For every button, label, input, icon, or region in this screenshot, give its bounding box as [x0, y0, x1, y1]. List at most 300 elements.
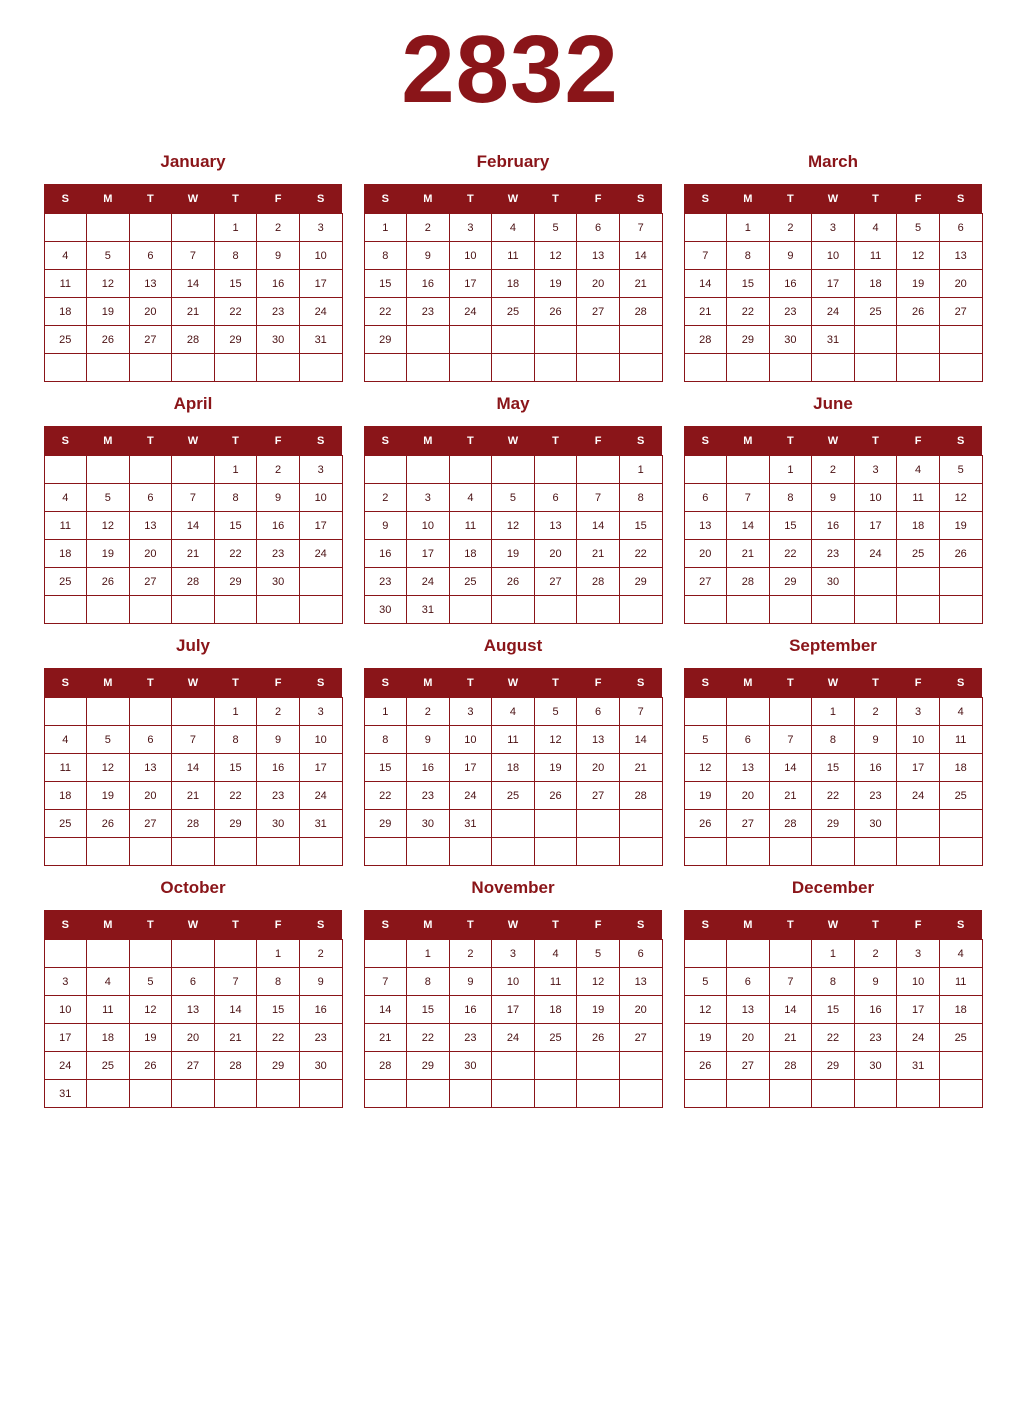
day-cell[interactable]: 24: [897, 1024, 940, 1052]
day-cell[interactable]: 31: [299, 810, 342, 838]
day-cell[interactable]: 21: [619, 270, 662, 298]
day-cell[interactable]: 17: [897, 996, 940, 1024]
day-cell[interactable]: 12: [87, 754, 130, 782]
day-cell[interactable]: 8: [812, 968, 855, 996]
day-cell[interactable]: 8: [257, 968, 300, 996]
day-cell[interactable]: 2: [257, 214, 300, 242]
day-cell[interactable]: 22: [812, 1024, 855, 1052]
day-cell[interactable]: 6: [172, 968, 215, 996]
day-cell[interactable]: 19: [534, 270, 577, 298]
day-cell[interactable]: 9: [854, 968, 897, 996]
day-cell[interactable]: 2: [854, 698, 897, 726]
day-cell[interactable]: 25: [897, 540, 940, 568]
day-cell[interactable]: 28: [619, 298, 662, 326]
day-cell[interactable]: 11: [44, 512, 87, 540]
day-cell[interactable]: 18: [534, 996, 577, 1024]
day-cell[interactable]: 11: [449, 512, 492, 540]
day-cell[interactable]: 27: [129, 568, 172, 596]
day-cell[interactable]: 8: [214, 242, 257, 270]
day-cell[interactable]: 24: [449, 782, 492, 810]
day-cell[interactable]: 20: [727, 782, 770, 810]
day-cell[interactable]: 30: [257, 326, 300, 354]
day-cell[interactable]: 25: [534, 1024, 577, 1052]
day-cell[interactable]: 18: [492, 754, 535, 782]
day-cell[interactable]: 14: [172, 270, 215, 298]
day-cell[interactable]: 27: [172, 1052, 215, 1080]
day-cell[interactable]: 31: [44, 1080, 87, 1108]
day-cell[interactable]: 21: [172, 298, 215, 326]
day-cell[interactable]: 11: [939, 968, 982, 996]
day-cell[interactable]: 1: [619, 456, 662, 484]
day-cell[interactable]: 13: [939, 242, 982, 270]
day-cell[interactable]: 8: [214, 484, 257, 512]
day-cell[interactable]: 24: [854, 540, 897, 568]
day-cell[interactable]: 5: [684, 968, 727, 996]
day-cell[interactable]: 6: [129, 726, 172, 754]
day-cell[interactable]: 6: [684, 484, 727, 512]
day-cell[interactable]: 2: [364, 484, 407, 512]
day-cell[interactable]: 17: [492, 996, 535, 1024]
day-cell[interactable]: 17: [299, 512, 342, 540]
day-cell[interactable]: 31: [897, 1052, 940, 1080]
day-cell[interactable]: 12: [939, 484, 982, 512]
day-cell[interactable]: 12: [577, 968, 620, 996]
day-cell[interactable]: 31: [299, 326, 342, 354]
day-cell[interactable]: 15: [727, 270, 770, 298]
day-cell[interactable]: 5: [87, 726, 130, 754]
day-cell[interactable]: 19: [684, 1024, 727, 1052]
day-cell[interactable]: 9: [449, 968, 492, 996]
day-cell[interactable]: 30: [407, 810, 450, 838]
day-cell[interactable]: 12: [534, 242, 577, 270]
day-cell[interactable]: 27: [939, 298, 982, 326]
day-cell[interactable]: 2: [407, 698, 450, 726]
day-cell[interactable]: 16: [812, 512, 855, 540]
day-cell[interactable]: 10: [299, 242, 342, 270]
day-cell[interactable]: 11: [534, 968, 577, 996]
day-cell[interactable]: 27: [684, 568, 727, 596]
day-cell[interactable]: 15: [214, 512, 257, 540]
day-cell[interactable]: 20: [172, 1024, 215, 1052]
day-cell[interactable]: 25: [449, 568, 492, 596]
day-cell[interactable]: 18: [44, 782, 87, 810]
day-cell[interactable]: 24: [44, 1052, 87, 1080]
day-cell[interactable]: 4: [492, 698, 535, 726]
day-cell[interactable]: 1: [727, 214, 770, 242]
day-cell[interactable]: 4: [854, 214, 897, 242]
day-cell[interactable]: 4: [44, 242, 87, 270]
day-cell[interactable]: 11: [939, 726, 982, 754]
day-cell[interactable]: 22: [619, 540, 662, 568]
day-cell[interactable]: 2: [299, 940, 342, 968]
day-cell[interactable]: 22: [214, 782, 257, 810]
day-cell[interactable]: 9: [407, 726, 450, 754]
day-cell[interactable]: 23: [299, 1024, 342, 1052]
day-cell[interactable]: 1: [364, 214, 407, 242]
day-cell[interactable]: 26: [129, 1052, 172, 1080]
day-cell[interactable]: 14: [769, 996, 812, 1024]
day-cell[interactable]: 21: [769, 1024, 812, 1052]
day-cell[interactable]: 29: [407, 1052, 450, 1080]
day-cell[interactable]: 7: [172, 484, 215, 512]
day-cell[interactable]: 19: [897, 270, 940, 298]
day-cell[interactable]: 29: [257, 1052, 300, 1080]
day-cell[interactable]: 2: [257, 456, 300, 484]
day-cell[interactable]: 3: [812, 214, 855, 242]
day-cell[interactable]: 14: [619, 242, 662, 270]
day-cell[interactable]: 8: [769, 484, 812, 512]
day-cell[interactable]: 31: [407, 596, 450, 624]
day-cell[interactable]: 27: [129, 810, 172, 838]
day-cell[interactable]: 3: [299, 456, 342, 484]
day-cell[interactable]: 15: [364, 270, 407, 298]
day-cell[interactable]: 25: [44, 326, 87, 354]
day-cell[interactable]: 18: [492, 270, 535, 298]
day-cell[interactable]: 6: [727, 726, 770, 754]
day-cell[interactable]: 22: [812, 782, 855, 810]
day-cell[interactable]: 8: [812, 726, 855, 754]
day-cell[interactable]: 19: [87, 782, 130, 810]
day-cell[interactable]: 3: [897, 698, 940, 726]
day-cell[interactable]: 20: [939, 270, 982, 298]
day-cell[interactable]: 5: [492, 484, 535, 512]
day-cell[interactable]: 2: [854, 940, 897, 968]
day-cell[interactable]: 7: [619, 214, 662, 242]
day-cell[interactable]: 24: [897, 782, 940, 810]
day-cell[interactable]: 16: [257, 270, 300, 298]
day-cell[interactable]: 6: [577, 214, 620, 242]
day-cell[interactable]: 2: [769, 214, 812, 242]
day-cell[interactable]: 20: [619, 996, 662, 1024]
day-cell[interactable]: 1: [257, 940, 300, 968]
day-cell[interactable]: 3: [897, 940, 940, 968]
day-cell[interactable]: 13: [129, 754, 172, 782]
day-cell[interactable]: 29: [214, 810, 257, 838]
day-cell[interactable]: 1: [214, 698, 257, 726]
day-cell[interactable]: 13: [684, 512, 727, 540]
day-cell[interactable]: 7: [769, 726, 812, 754]
day-cell[interactable]: 11: [492, 242, 535, 270]
day-cell[interactable]: 18: [939, 996, 982, 1024]
day-cell[interactable]: 15: [619, 512, 662, 540]
day-cell[interactable]: 26: [87, 568, 130, 596]
day-cell[interactable]: 28: [769, 810, 812, 838]
day-cell[interactable]: 5: [87, 242, 130, 270]
day-cell[interactable]: 12: [897, 242, 940, 270]
day-cell[interactable]: 11: [87, 996, 130, 1024]
day-cell[interactable]: 15: [769, 512, 812, 540]
day-cell[interactable]: 21: [684, 298, 727, 326]
day-cell[interactable]: 25: [492, 782, 535, 810]
day-cell[interactable]: 19: [87, 540, 130, 568]
day-cell[interactable]: 28: [214, 1052, 257, 1080]
day-cell[interactable]: 26: [577, 1024, 620, 1052]
day-cell[interactable]: 3: [407, 484, 450, 512]
day-cell[interactable]: 10: [449, 726, 492, 754]
day-cell[interactable]: 15: [407, 996, 450, 1024]
day-cell[interactable]: 30: [364, 596, 407, 624]
day-cell[interactable]: 28: [684, 326, 727, 354]
day-cell[interactable]: 21: [619, 754, 662, 782]
day-cell[interactable]: 16: [449, 996, 492, 1024]
day-cell[interactable]: 10: [897, 726, 940, 754]
day-cell[interactable]: 24: [299, 540, 342, 568]
day-cell[interactable]: 1: [407, 940, 450, 968]
day-cell[interactable]: 22: [727, 298, 770, 326]
day-cell[interactable]: 10: [299, 484, 342, 512]
day-cell[interactable]: 5: [129, 968, 172, 996]
day-cell[interactable]: 12: [492, 512, 535, 540]
day-cell[interactable]: 28: [619, 782, 662, 810]
day-cell[interactable]: 6: [577, 698, 620, 726]
day-cell[interactable]: 6: [534, 484, 577, 512]
day-cell[interactable]: 26: [87, 326, 130, 354]
day-cell[interactable]: 7: [684, 242, 727, 270]
day-cell[interactable]: 15: [214, 754, 257, 782]
day-cell[interactable]: 16: [407, 270, 450, 298]
day-cell[interactable]: 20: [684, 540, 727, 568]
day-cell[interactable]: 9: [364, 512, 407, 540]
day-cell[interactable]: 12: [684, 996, 727, 1024]
day-cell[interactable]: 18: [939, 754, 982, 782]
day-cell[interactable]: 21: [172, 782, 215, 810]
day-cell[interactable]: 7: [214, 968, 257, 996]
day-cell[interactable]: 7: [727, 484, 770, 512]
day-cell[interactable]: 4: [87, 968, 130, 996]
day-cell[interactable]: 25: [854, 298, 897, 326]
day-cell[interactable]: 12: [87, 512, 130, 540]
day-cell[interactable]: 1: [214, 456, 257, 484]
day-cell[interactable]: 1: [812, 698, 855, 726]
day-cell[interactable]: 25: [492, 298, 535, 326]
day-cell[interactable]: 5: [939, 456, 982, 484]
day-cell[interactable]: 10: [44, 996, 87, 1024]
day-cell[interactable]: 31: [812, 326, 855, 354]
day-cell[interactable]: 30: [299, 1052, 342, 1080]
day-cell[interactable]: 16: [407, 754, 450, 782]
day-cell[interactable]: 22: [407, 1024, 450, 1052]
day-cell[interactable]: 23: [449, 1024, 492, 1052]
day-cell[interactable]: 26: [684, 810, 727, 838]
day-cell[interactable]: 27: [577, 298, 620, 326]
day-cell[interactable]: 6: [129, 484, 172, 512]
day-cell[interactable]: 22: [257, 1024, 300, 1052]
day-cell[interactable]: 5: [897, 214, 940, 242]
day-cell[interactable]: 13: [577, 242, 620, 270]
day-cell[interactable]: 8: [407, 968, 450, 996]
day-cell[interactable]: 11: [897, 484, 940, 512]
day-cell[interactable]: 10: [812, 242, 855, 270]
day-cell[interactable]: 14: [684, 270, 727, 298]
day-cell[interactable]: 22: [214, 298, 257, 326]
day-cell[interactable]: 28: [364, 1052, 407, 1080]
day-cell[interactable]: 28: [172, 568, 215, 596]
day-cell[interactable]: 3: [44, 968, 87, 996]
day-cell[interactable]: 30: [257, 568, 300, 596]
day-cell[interactable]: 17: [44, 1024, 87, 1052]
day-cell[interactable]: 13: [577, 726, 620, 754]
day-cell[interactable]: 23: [257, 540, 300, 568]
day-cell[interactable]: 10: [449, 242, 492, 270]
day-cell[interactable]: 15: [214, 270, 257, 298]
day-cell[interactable]: 12: [534, 726, 577, 754]
day-cell[interactable]: 14: [577, 512, 620, 540]
day-cell[interactable]: 17: [854, 512, 897, 540]
day-cell[interactable]: 17: [299, 270, 342, 298]
day-cell[interactable]: 15: [812, 996, 855, 1024]
day-cell[interactable]: 28: [172, 326, 215, 354]
day-cell[interactable]: 11: [854, 242, 897, 270]
day-cell[interactable]: 23: [854, 782, 897, 810]
day-cell[interactable]: 5: [577, 940, 620, 968]
day-cell[interactable]: 20: [129, 782, 172, 810]
day-cell[interactable]: 29: [619, 568, 662, 596]
day-cell[interactable]: 24: [449, 298, 492, 326]
day-cell[interactable]: 25: [44, 810, 87, 838]
day-cell[interactable]: 9: [257, 242, 300, 270]
day-cell[interactable]: 1: [364, 698, 407, 726]
day-cell[interactable]: 20: [129, 540, 172, 568]
day-cell[interactable]: 28: [577, 568, 620, 596]
day-cell[interactable]: 19: [87, 298, 130, 326]
day-cell[interactable]: 5: [87, 484, 130, 512]
day-cell[interactable]: 17: [897, 754, 940, 782]
day-cell[interactable]: 11: [44, 270, 87, 298]
day-cell[interactable]: 13: [727, 996, 770, 1024]
day-cell[interactable]: 19: [577, 996, 620, 1024]
day-cell[interactable]: 11: [492, 726, 535, 754]
day-cell[interactable]: 23: [257, 298, 300, 326]
day-cell[interactable]: 4: [44, 726, 87, 754]
day-cell[interactable]: 14: [172, 754, 215, 782]
day-cell[interactable]: 7: [364, 968, 407, 996]
day-cell[interactable]: 9: [407, 242, 450, 270]
day-cell[interactable]: 22: [364, 298, 407, 326]
day-cell[interactable]: 7: [619, 698, 662, 726]
day-cell[interactable]: 29: [364, 810, 407, 838]
day-cell[interactable]: 4: [492, 214, 535, 242]
day-cell[interactable]: 30: [812, 568, 855, 596]
day-cell[interactable]: 27: [129, 326, 172, 354]
day-cell[interactable]: 5: [534, 214, 577, 242]
day-cell[interactable]: 26: [939, 540, 982, 568]
day-cell[interactable]: 6: [939, 214, 982, 242]
day-cell[interactable]: 15: [257, 996, 300, 1024]
day-cell[interactable]: 23: [257, 782, 300, 810]
day-cell[interactable]: 7: [769, 968, 812, 996]
day-cell[interactable]: 18: [449, 540, 492, 568]
day-cell[interactable]: 29: [727, 326, 770, 354]
day-cell[interactable]: 16: [854, 996, 897, 1024]
day-cell[interactable]: 14: [172, 512, 215, 540]
day-cell[interactable]: 26: [897, 298, 940, 326]
day-cell[interactable]: 12: [129, 996, 172, 1024]
day-cell[interactable]: 24: [407, 568, 450, 596]
day-cell[interactable]: 20: [129, 298, 172, 326]
day-cell[interactable]: 15: [364, 754, 407, 782]
day-cell[interactable]: 27: [534, 568, 577, 596]
day-cell[interactable]: 26: [87, 810, 130, 838]
day-cell[interactable]: 17: [299, 754, 342, 782]
day-cell[interactable]: 3: [299, 698, 342, 726]
day-cell[interactable]: 14: [214, 996, 257, 1024]
day-cell[interactable]: 7: [172, 242, 215, 270]
day-cell[interactable]: 27: [577, 782, 620, 810]
day-cell[interactable]: 10: [407, 512, 450, 540]
day-cell[interactable]: 18: [897, 512, 940, 540]
day-cell[interactable]: 9: [854, 726, 897, 754]
day-cell[interactable]: 29: [812, 1052, 855, 1080]
day-cell[interactable]: 25: [44, 568, 87, 596]
day-cell[interactable]: 18: [44, 540, 87, 568]
day-cell[interactable]: 18: [44, 298, 87, 326]
day-cell[interactable]: 24: [299, 298, 342, 326]
day-cell[interactable]: 19: [492, 540, 535, 568]
day-cell[interactable]: 7: [577, 484, 620, 512]
day-cell[interactable]: 21: [364, 1024, 407, 1052]
day-cell[interactable]: 2: [257, 698, 300, 726]
day-cell[interactable]: 28: [727, 568, 770, 596]
day-cell[interactable]: 19: [129, 1024, 172, 1052]
day-cell[interactable]: 18: [87, 1024, 130, 1052]
day-cell[interactable]: 16: [257, 754, 300, 782]
day-cell[interactable]: 16: [299, 996, 342, 1024]
day-cell[interactable]: 30: [257, 810, 300, 838]
day-cell[interactable]: 21: [214, 1024, 257, 1052]
day-cell[interactable]: 20: [577, 270, 620, 298]
day-cell[interactable]: 10: [492, 968, 535, 996]
day-cell[interactable]: 28: [172, 810, 215, 838]
day-cell[interactable]: 2: [407, 214, 450, 242]
day-cell[interactable]: 8: [619, 484, 662, 512]
day-cell[interactable]: 8: [214, 726, 257, 754]
day-cell[interactable]: 22: [769, 540, 812, 568]
day-cell[interactable]: 14: [364, 996, 407, 1024]
day-cell[interactable]: 17: [407, 540, 450, 568]
day-cell[interactable]: 20: [534, 540, 577, 568]
day-cell[interactable]: 15: [812, 754, 855, 782]
day-cell[interactable]: 18: [854, 270, 897, 298]
day-cell[interactable]: 9: [257, 726, 300, 754]
day-cell[interactable]: 23: [769, 298, 812, 326]
day-cell[interactable]: 3: [854, 456, 897, 484]
day-cell[interactable]: 17: [449, 270, 492, 298]
day-cell[interactable]: 14: [727, 512, 770, 540]
day-cell[interactable]: 4: [939, 940, 982, 968]
day-cell[interactable]: 4: [534, 940, 577, 968]
day-cell[interactable]: 4: [449, 484, 492, 512]
day-cell[interactable]: 23: [407, 782, 450, 810]
day-cell[interactable]: 14: [769, 754, 812, 782]
day-cell[interactable]: 23: [854, 1024, 897, 1052]
day-cell[interactable]: 16: [854, 754, 897, 782]
day-cell[interactable]: 17: [449, 754, 492, 782]
day-cell[interactable]: 30: [854, 1052, 897, 1080]
day-cell[interactable]: 26: [534, 782, 577, 810]
day-cell[interactable]: 24: [812, 298, 855, 326]
day-cell[interactable]: 4: [44, 484, 87, 512]
day-cell[interactable]: 20: [727, 1024, 770, 1052]
day-cell[interactable]: 26: [684, 1052, 727, 1080]
day-cell[interactable]: 25: [939, 1024, 982, 1052]
day-cell[interactable]: 8: [364, 726, 407, 754]
day-cell[interactable]: 8: [727, 242, 770, 270]
day-cell[interactable]: 5: [534, 698, 577, 726]
day-cell[interactable]: 27: [619, 1024, 662, 1052]
day-cell[interactable]: 12: [684, 754, 727, 782]
day-cell[interactable]: 23: [812, 540, 855, 568]
day-cell[interactable]: 25: [939, 782, 982, 810]
